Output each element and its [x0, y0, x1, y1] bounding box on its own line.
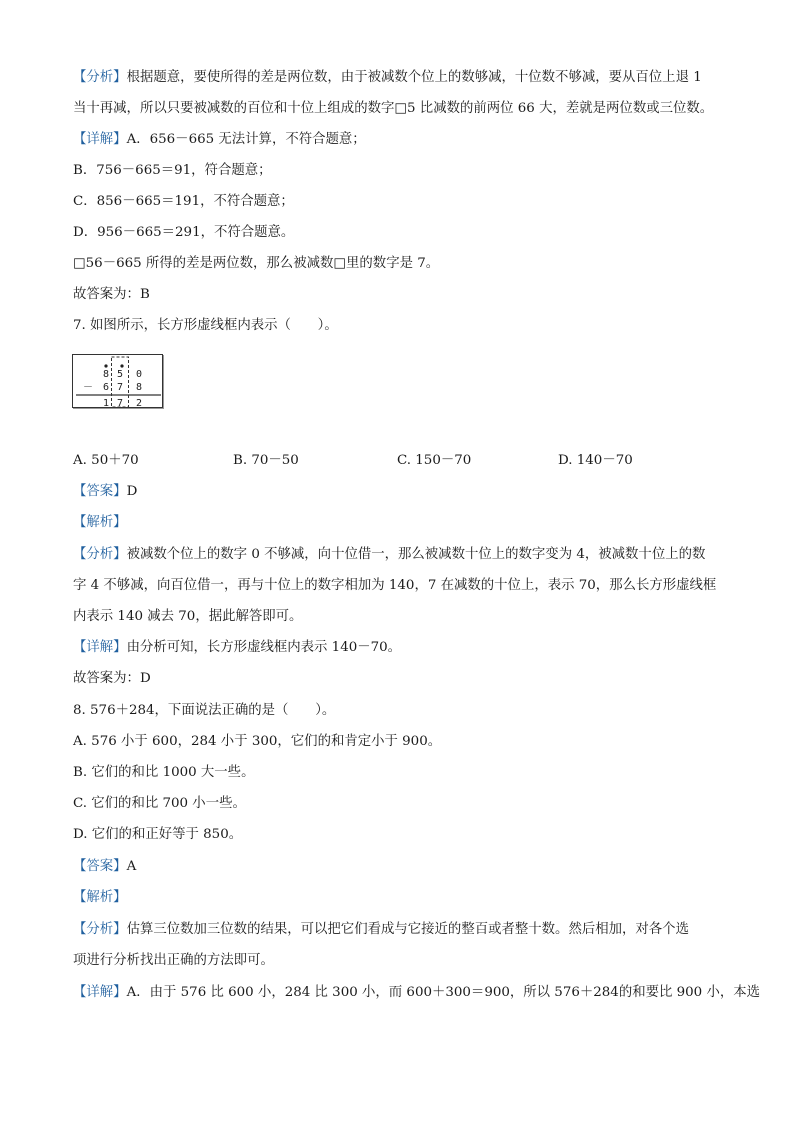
- borrow-dot-tens: [120, 364, 123, 367]
- text: 由分析可知，长方形虚线框内表示 140－70。: [126, 640, 402, 655]
- conclusion-line: □56－665 所得的差是两位数，那么被减数□里的数字是 7。: [73, 256, 440, 271]
- question-7: 7. 如图所示，长方形虚线框内表示（ ）。: [73, 318, 338, 333]
- subtraction-diagram: [73, 355, 164, 409]
- question-8: 8. 576＋284，下面说法正确的是（ ）。: [73, 703, 336, 718]
- digit-r1-c2: 5: [116, 369, 124, 380]
- minus-sign: －: [83, 382, 93, 393]
- analysis-line-1: [73, 69, 702, 87]
- q7-analysis-3: 内表示 140 减去 70，据此解答即可。: [73, 609, 303, 624]
- text: A: [126, 859, 137, 874]
- q8-option-d: D. 它们的和正好等于 850。: [73, 827, 243, 842]
- digit-r2-c1: 6: [102, 382, 110, 393]
- subtraction-figure: [72, 354, 163, 408]
- detail-line-c: C．856－665＝191，不符合题意；: [73, 194, 294, 209]
- digit-r1-c3: 0: [135, 369, 143, 380]
- analysis-tag: 【分析】: [73, 547, 127, 562]
- q8-option-a: A. 576 小于 600，284 小于 300，它们的和肯定小于 900。: [73, 734, 442, 749]
- analysis-tag: 【分析】: [73, 922, 127, 937]
- digit-r3-c2: 7: [116, 398, 124, 409]
- q7-analysis-2: 字 4 不够减，向百位借一，再与十位上的数字相加为 140，7 在减数的十位上，表示 70，那么长方形虚线框: [73, 578, 717, 593]
- q8-jiexi-tag: 【解析】: [73, 890, 127, 905]
- text: A．由于 576 比 600 小，284 比 300 小，而 600＋300＝900，所以 576＋284的和要比 900 小，本选: [126, 985, 761, 1000]
- digit-r3-c3: 2: [135, 398, 143, 409]
- detail-line-d: D．956－665＝291，不符合题意。: [73, 225, 295, 240]
- q8-option-c: C. 它们的和比 700 小一些。: [73, 796, 246, 811]
- text: 根据题意，要使所得的差是两位数，由于被减数个位上的数够减，十位数不够减，要从百位上退 1: [126, 70, 702, 85]
- q7-option-b: B. 70－50: [233, 453, 299, 468]
- digit-r2-c2: 7: [116, 382, 124, 393]
- answer-line-q6: 故答案为：B: [73, 287, 150, 302]
- q8-option-b: B. 它们的和比 1000 大一些。: [73, 765, 255, 780]
- q8-answer: [73, 858, 136, 876]
- q7-options: [0, 452, 794, 470]
- analysis-tag: 【分析】: [73, 70, 127, 85]
- detail-tag: 【详解】: [73, 985, 127, 1000]
- q7-jiexi-tag: 【解析】: [73, 515, 127, 530]
- q7-final-answer: 故答案为：D: [73, 671, 151, 686]
- digit-r3-c1: 1: [102, 398, 110, 409]
- digit-r2-c3: 8: [135, 382, 143, 393]
- analysis-line-2: 当十再减，所以只要被减数的百位和十位上组成的数字□5 比减数的前两位 66 大，差就是两位数或三位数。: [73, 101, 714, 116]
- answer-tag: 【答案】: [73, 859, 127, 874]
- q7-analysis-1: [73, 546, 705, 564]
- text: 被减数个位上的数字 0 不够减，向十位借一，那么被减数十位上的数字变为 4，被减数十位上的数: [126, 547, 706, 562]
- q8-detail: [73, 984, 760, 1002]
- q7-detail: [73, 639, 401, 657]
- detail-line-b: B．756－665＝91，符合题意；: [73, 163, 272, 178]
- q7-answer: [73, 483, 137, 501]
- detail-tag: 【详解】: [73, 132, 127, 147]
- q8-analysis-2: 项进行分析找出正确的方法即可。: [73, 953, 274, 968]
- q7-option-c: C. 150－70: [397, 453, 472, 468]
- text: D: [126, 484, 138, 499]
- detail-line-a: [73, 131, 366, 149]
- digit-r1-c1: 8: [102, 369, 110, 380]
- borrow-dot-hundreds: [104, 364, 107, 367]
- q7-option-a: A. 50＋70: [73, 453, 139, 468]
- q8-analysis-1: [73, 921, 689, 939]
- detail-tag: 【详解】: [73, 640, 127, 655]
- text: 估算三位数加三位数的结果，可以把它们看成与它接近的整百或者整十数。然后相加，对各个选: [126, 922, 689, 937]
- answer-tag: 【答案】: [73, 484, 127, 499]
- text: A．656－665 无法计算，不符合题意；: [126, 132, 366, 147]
- q7-option-d: D. 140－70: [558, 453, 633, 468]
